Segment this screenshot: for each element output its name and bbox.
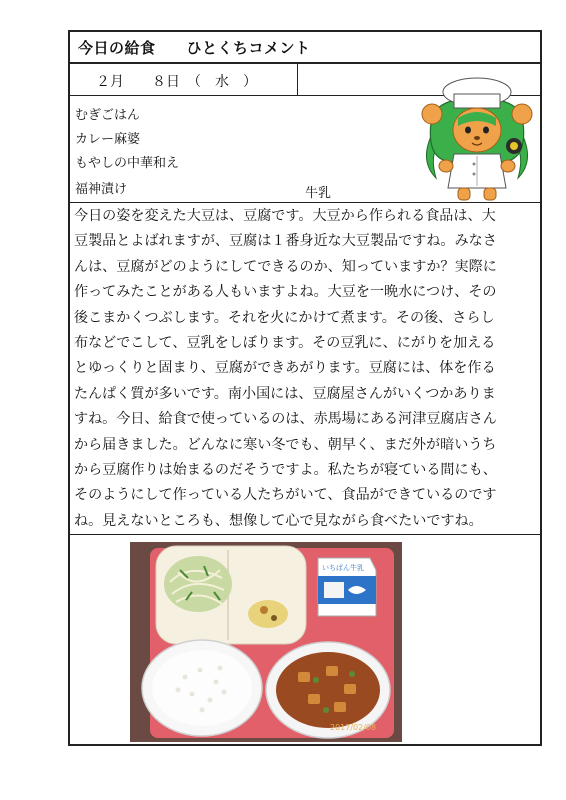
menu-item-moyashi: もやしの中華和え (75, 156, 180, 171)
comment-line: んは、豆腐がどのようにしてできるのか、知っていますか？実際に (74, 258, 497, 275)
lunch-comment-sheet (68, 30, 542, 746)
comment-line: たんぱく質が多いです。南小国には、豆腐屋さんがいくつかありま (74, 385, 496, 402)
lunch-photo (130, 542, 402, 742)
date-cell (70, 64, 298, 95)
comment-line: 作ってみたことがある人もいますよね。大豆を一晩水につけ、その (74, 284, 497, 301)
photo-date-stamp: 2017/02/08 (330, 723, 377, 732)
comment-line: から届きました。どんなに寒い冬でも、朝早く、まだ外が暗いうち (74, 436, 497, 453)
mascot-chef-illustration (414, 70, 540, 204)
comment-line: 後こまかくつぶします。それを火にかけて煮ます。その後、さらし (74, 309, 495, 326)
date-text: ２月 ８日 （ 水 ） (96, 74, 257, 90)
title-row (70, 32, 540, 64)
page-title: 今日の給食 ひとくちコメント (78, 39, 311, 57)
comment-top-divider (70, 202, 540, 203)
milk-carton-text: いちばん牛乳 (322, 564, 364, 572)
comment-line: ね。見えないところも、想像して心で見ながら食べたいですね。 (74, 512, 483, 529)
comment-body (74, 204, 538, 534)
photo-divider (70, 534, 540, 535)
menu-item-milk: 牛乳 (305, 186, 332, 201)
menu-item-barley-rice: むぎごはん (75, 108, 141, 123)
comment-line: 布などでこして、豆乳をしぼります。その豆乳に、にがりを加える (74, 335, 496, 352)
comment-line: 今日の姿を変えた大豆は、豆腐です。大豆から作られる食品は、大 (74, 208, 496, 224)
menu-item-fukujinzuke: 福神漬け (75, 182, 128, 197)
comment-line: 豆製品とよばれますが、豆腐は１番身近な大豆製品ですね。みなさ (74, 233, 497, 250)
comment-line: すね。今日、給食で使っているのは、赤馬場にある河津豆腐店さん (74, 411, 497, 428)
comment-line: そのようにして作っている人たちがいて、食品ができているのです (74, 487, 497, 504)
comment-line: とゆっくりと固まり、豆腐ができあがります。豆腐には、体を作る (74, 360, 496, 377)
menu-item-curry-mapo: カレー麻婆 (75, 132, 141, 147)
comment-line: から豆腐作りは始まるのだそうですよ。私たちが寝ている間にも、 (74, 462, 497, 479)
milk-carton (318, 558, 376, 616)
